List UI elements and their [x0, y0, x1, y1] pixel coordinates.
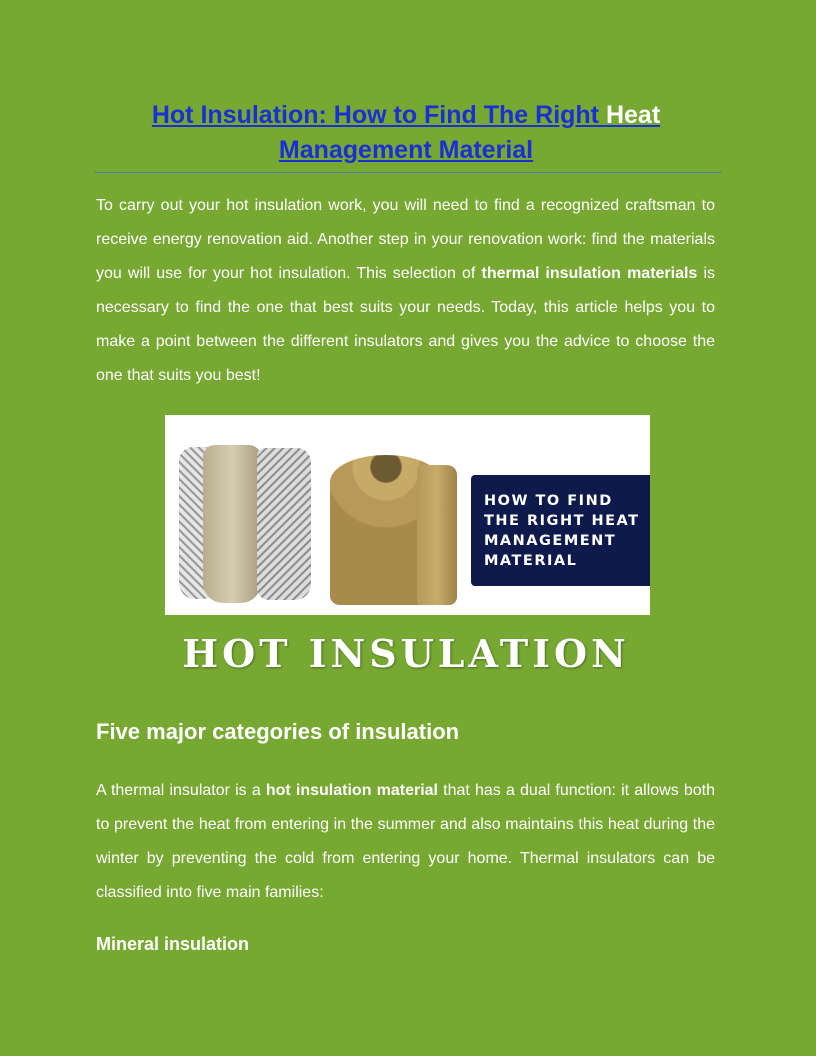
section-text-start: A thermal insulator is a [96, 782, 266, 799]
section-bold-term: hot insulation material [265, 782, 438, 799]
intro-paragraph [96, 189, 715, 393]
title-link-material[interactable]: Management Material [278, 136, 534, 164]
section-text-end: that has a dual function: it allows both to prevent the heat from entering in the summer and also maintains this heat during the winter by preventing the cold from entering your home. Thermal insulators can be classified into five main families: [96, 782, 716, 901]
wool-roll-image [203, 445, 261, 603]
figure-label-box [471, 475, 650, 586]
subheading: Mineral insulation [96, 934, 250, 954]
rockwool-sheet-image [417, 465, 457, 605]
figure-caption: HOT INSULATION [182, 631, 630, 676]
insulation-rolls-image [165, 415, 650, 615]
section-heading: Five major categories of insulation [96, 719, 460, 744]
intro-text-start: To carry out your hot insulation work, you will need to find a recognized craftsman to receive energy renovation aid. Another step in your renovation work: find the materials you will use for your hot insulation. This selection of [96, 197, 715, 282]
intro-text-end: is necessary to find the one that best suits your needs. Today, this article helps you to make a point between the different insulators and gives you the advice to choose the one that suits you best! [96, 265, 716, 384]
page-title [96, 98, 716, 168]
wire-mesh-roll-image [257, 448, 311, 600]
figure-label-text: HOW TO FIND THE RIGHT HEAT MANAGEMENT MATERIAL [484, 493, 640, 569]
title-link-heat[interactable]: Heat [605, 101, 661, 129]
title-divider [94, 172, 722, 173]
title-link[interactable]: Hot Insulation: How to Find The Right [151, 101, 606, 129]
section-paragraph [96, 774, 715, 910]
intro-bold-term: thermal insulation materials [481, 265, 698, 282]
